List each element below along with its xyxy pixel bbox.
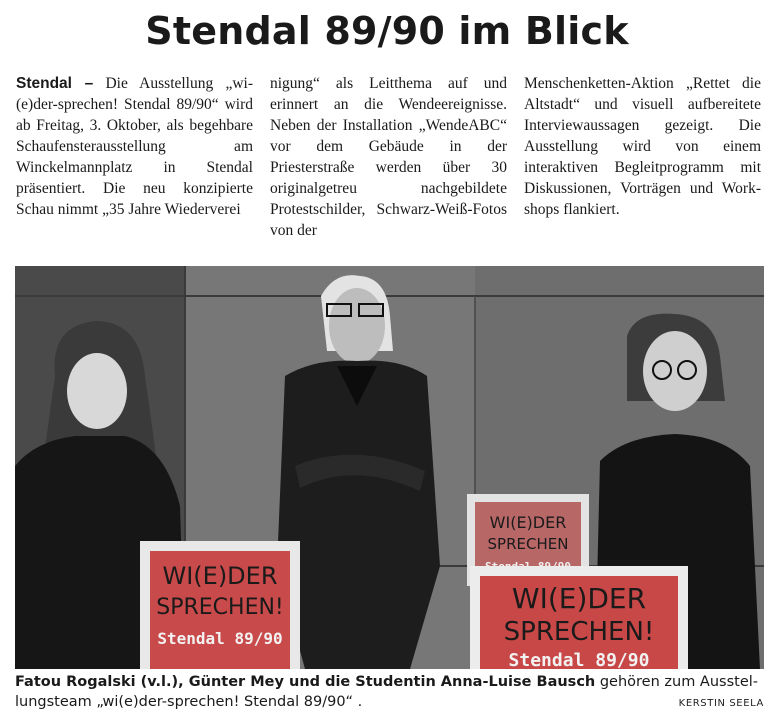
article-column-2 [270, 73, 507, 243]
sign-right-back-line-1: WI(E)DER [489, 513, 567, 532]
headline: Stendal 89/90 im Blick [145, 9, 629, 53]
sign-right-front-line-1: WI(E)DER [511, 582, 647, 615]
photo-credit: KERSTIN SEELA [678, 698, 764, 709]
column-2-text: nigung“ als Leitthema auf und erinnert an die Wendeereignisse. Neben der Installation „WendeABC“ vor dem Gebäude in der Priesterstraße werden über 30 originalgetreu nachgebildete Protestschilder, Schwarz-Weiß-Fotos von der [270, 75, 507, 239]
sign-left-line-1: WI(E)DER [162, 562, 278, 590]
caption-names: Fatou Rogalski (v.l.), Günter Mey und die Studentin Anna-Luise Bausch [15, 674, 596, 690]
column-1-text: Die Ausstellung „wi(e)der-sprechen! Stendal 89/90“ wird ab Freitag, 3. Oktober, als begehbare Schaufensterausstellung am Winckelmannplatz in Stendal präsentiert. Die neu konzipierte Schau nimmt „35 Jahre Wiederverei [16, 75, 253, 218]
sign-right-back-line-2: SPRECHEN [487, 535, 569, 553]
caption-text: gehören zum Ausstellungsteam „wi(e)der-sprechen! Stendal 89/90“ . [15, 674, 759, 710]
sign-right-front-line-2: SPRECHEN! [503, 617, 655, 647]
article-photo [15, 266, 764, 669]
protest-sign-left [140, 541, 300, 669]
dateline: Stendal – [16, 75, 94, 92]
sign-left-line-3: Stendal 89/90 [157, 629, 283, 648]
photo-caption [15, 672, 764, 712]
protest-sign-right-front [470, 566, 688, 669]
article-column-3 [524, 73, 761, 243]
sign-left-line-2: SPRECHEN! [156, 595, 284, 620]
column-3-text: Menschenketten-Aktion „Rettet die Altstadt“ und visuell aufbereitete Interviewaussagen gezeigt. Die Ausstellung wird von einem interaktiven Begleitprogramm mit Diskussionen, Vorträgen und Workshops flankiert. [524, 75, 761, 218]
sign-right-front-line-3: Stendal 89/90 [508, 650, 650, 669]
article-column-1 [16, 73, 253, 243]
article-body [16, 73, 761, 243]
